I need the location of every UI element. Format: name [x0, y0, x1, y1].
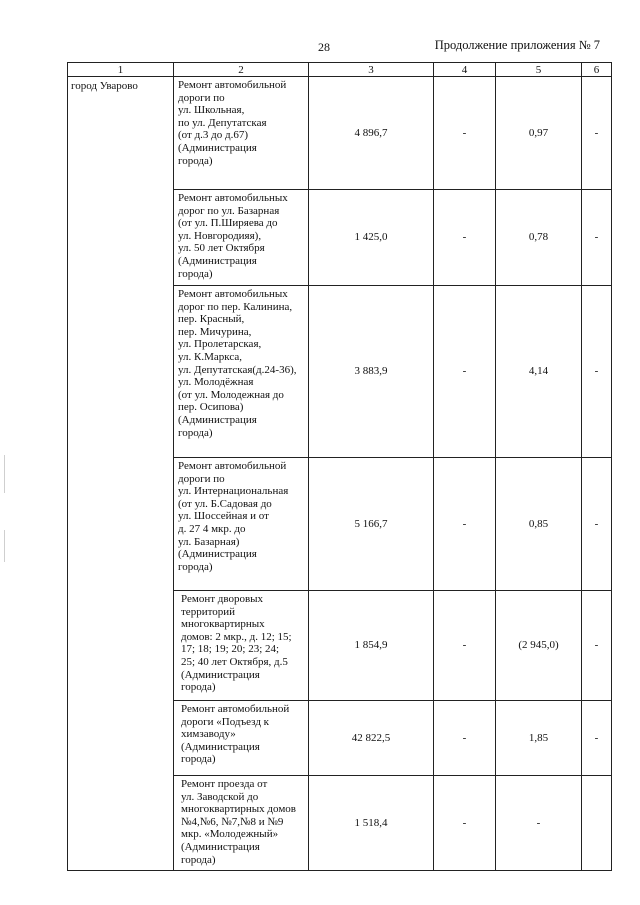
description-line: дорог по ул. Базарная: [178, 204, 280, 217]
cell-col6: -: [582, 190, 612, 286]
cell-col4: -: [434, 77, 496, 190]
cell-col5: (2 945,0): [496, 591, 582, 701]
scan-margin-mark: [4, 455, 5, 493]
cell-col3: 4 896,7: [309, 77, 434, 190]
description-line: города): [181, 853, 216, 866]
description-line: пер. Осипова): [178, 401, 244, 414]
description-line: 25; 40 лет Октября, д.5: [181, 655, 288, 668]
cell-col6: -: [582, 701, 612, 776]
description-line: ул. Шоссейная и от: [178, 510, 269, 523]
cell-col6: -: [582, 77, 612, 190]
description-line: по ул. Депутатская: [178, 116, 267, 129]
description-line: (от ул. Б.Садовая до: [178, 497, 272, 510]
description-line: дороги по: [178, 91, 225, 104]
description-line: (Администрация: [178, 413, 257, 426]
cell-col4: -: [434, 591, 496, 701]
description-line: дороги «Подъезд к: [181, 715, 270, 728]
description-line: (от ул. Молодежная до: [178, 388, 284, 401]
description-line: химзаводу»: [181, 728, 236, 741]
work-description: [174, 591, 309, 701]
cell-col5: 0,78: [496, 190, 582, 286]
work-description: [174, 776, 309, 871]
cell-col6: -: [582, 591, 612, 701]
description-line: 17; 18; 19; 20; 23; 24;: [181, 643, 280, 656]
description-line: ул. Школьная,: [178, 104, 245, 117]
description-line: Ремонт автомобильной: [178, 460, 287, 472]
work-description: [174, 286, 309, 458]
description-line: города): [181, 753, 216, 766]
cell-col4: -: [434, 701, 496, 776]
cell-col5: 1,85: [496, 701, 582, 776]
description-line: ул. Пролетарская,: [178, 338, 262, 351]
description-line: (Администрация: [178, 548, 257, 561]
description-line: дороги по: [178, 472, 225, 485]
cell-col3: 3 883,9: [309, 286, 434, 458]
cell-col6: -: [582, 458, 612, 591]
cell-col5: 4,14: [496, 286, 582, 458]
cell-col6: [582, 776, 612, 871]
cell-col5: 0,97: [496, 77, 582, 190]
description-line: ул. Базарная): [178, 535, 240, 548]
column-number: 5: [496, 63, 582, 77]
column-number: 4: [434, 63, 496, 77]
description-line: ул. К.Маркса,: [178, 350, 242, 363]
table-row: [68, 77, 612, 190]
page-number: 28: [318, 40, 330, 54]
description-line: домов: 2 мкр., д. 12; 15;: [181, 630, 292, 643]
description-line: города): [181, 681, 216, 694]
cell-col5: 0,85: [496, 458, 582, 591]
description-line: (Администрация: [181, 840, 260, 853]
work-description: [174, 701, 309, 776]
description-line: города): [178, 267, 213, 280]
work-description: [174, 458, 309, 591]
column-number: 6: [582, 63, 612, 77]
description-line: ул. Заводской до: [181, 790, 259, 803]
description-line: (от д.3 до д.67): [178, 129, 249, 142]
cell-col4: -: [434, 776, 496, 871]
cell-col6: -: [582, 286, 612, 458]
cell-col4: -: [434, 190, 496, 286]
cell-col3: 5 166,7: [309, 458, 434, 591]
description-line: №4,№6, №7,№8 и №9: [181, 815, 284, 828]
description-line: дорог по пер. Калинина,: [178, 300, 293, 313]
scan-margin-mark: [4, 530, 5, 562]
description-line: пер. Красный,: [178, 313, 245, 326]
description-line: д. 27 4 мкр. до: [178, 522, 246, 535]
description-line: ул. Интернациональная: [178, 485, 289, 498]
description-line: (Администрация: [178, 141, 257, 154]
description-line: ул. Депутатская(д.24-36),: [178, 363, 297, 376]
cell-col3: 42 822,5: [309, 701, 434, 776]
description-line: Ремонт автомобильной: [178, 79, 287, 91]
description-line: многоквартирных: [181, 618, 265, 631]
description-line: Ремонт автомобильных: [178, 192, 288, 204]
description-line: города): [178, 154, 213, 167]
budget-table: [67, 62, 612, 871]
description-line: (от ул. П.Ширяева до: [178, 217, 278, 230]
description-line: города): [178, 560, 213, 573]
description-line: ул. Новгородияя),: [178, 229, 262, 242]
column-number: 2: [174, 63, 309, 77]
work-description: [174, 77, 309, 190]
cell-col4: -: [434, 458, 496, 591]
work-description: [174, 190, 309, 286]
description-line: города): [178, 426, 213, 439]
cell-col5: -: [496, 776, 582, 871]
appendix-caption: Продолжение приложения № 7: [434, 38, 600, 52]
description-line: ул. Молодёжная: [178, 376, 254, 389]
description-line: многоквартирных домов: [181, 803, 296, 816]
description-line: (Администрация: [181, 740, 260, 753]
description-line: пер. Мичурина,: [178, 325, 252, 338]
column-number: 1: [68, 63, 174, 77]
column-number-row: [68, 63, 612, 77]
description-line: Ремонт автомобильных: [178, 288, 288, 300]
cell-col3: 1 854,9: [309, 591, 434, 701]
description-line: Ремонт дворовых: [181, 593, 264, 605]
table-body: [68, 77, 612, 871]
description-line: Ремонт автомобильной: [181, 703, 290, 715]
city-name: город Уварово: [68, 77, 174, 871]
description-line: территорий: [181, 605, 236, 618]
description-line: (Администрация: [178, 254, 257, 267]
cell-col3: 1 425,0: [309, 190, 434, 286]
description-line: мкр. «Молодежный»: [181, 828, 279, 841]
cell-col3: 1 518,4: [309, 776, 434, 871]
column-number: 3: [309, 63, 434, 77]
description-line: ул. 50 лет Октября: [178, 242, 265, 255]
cell-col4: -: [434, 286, 496, 458]
description-line: (Администрация: [181, 668, 260, 681]
description-line: Ремонт проезда от: [181, 778, 268, 790]
